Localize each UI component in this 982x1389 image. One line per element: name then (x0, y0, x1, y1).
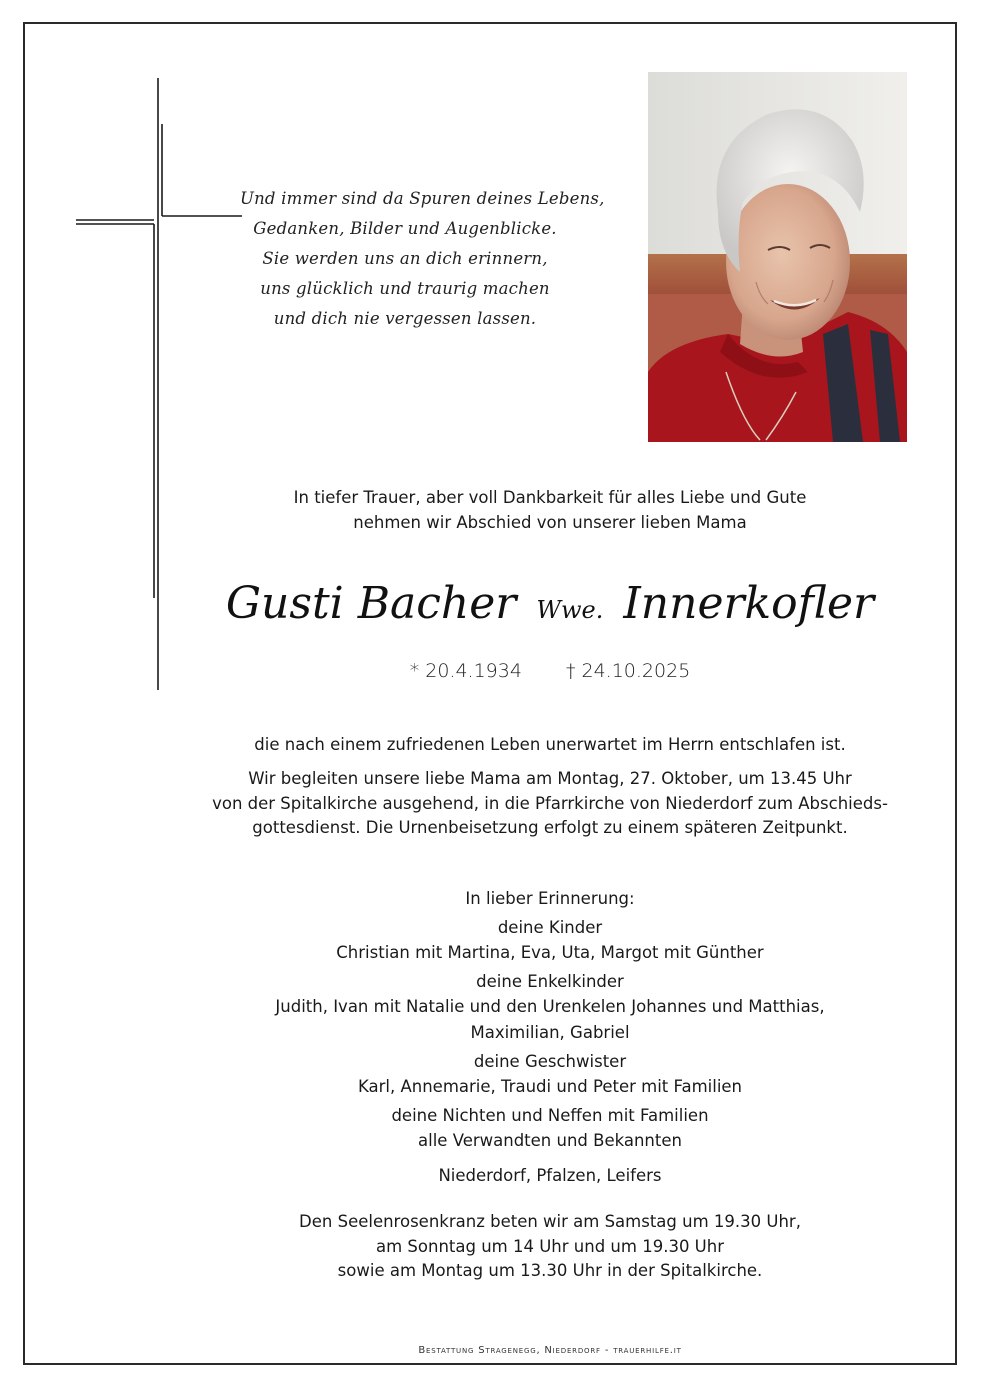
family-line: deine Enkelkinder (476, 971, 624, 991)
poem-line: und dich nie vergessen lassen. (273, 309, 537, 328)
family-line: Karl, Annemarie, Traudi und Peter mit Familien (357, 1077, 743, 1097)
life-dates (150, 656, 950, 686)
intro-text (150, 486, 950, 535)
family-line: deine Kinder (497, 917, 603, 937)
passing-text (150, 733, 950, 758)
poem-line: uns glücklich und traurig machen (260, 279, 550, 298)
rosary-line: am Sonntag um 14 Uhr und um 19.30 Uhr (376, 1236, 724, 1256)
family-line: deine Geschwister (473, 1051, 627, 1071)
passing-line: die nach einem zufriedenen Leben unerwartet im Herrn entschlafen ist. (254, 735, 846, 754)
family-line: Judith, Ivan mit Natalie und den Urenkelen Johannes und Matthias, (275, 997, 825, 1017)
death-date: † 24.10.2025 (565, 660, 691, 682)
birth-date: * 20.4.1934 (409, 660, 522, 682)
rosary-line: sowie am Montag um 13.30 Uhr in der Spitalkirche. (337, 1261, 763, 1280)
rosary-text (150, 1210, 950, 1284)
family-line: In lieber Erinnerung: (465, 889, 635, 908)
funeral-line: Wir begleiten unsere liebe Mama am Montag, 27. Oktober, um 13.45 Uhr (248, 769, 852, 788)
family-line: Christian mit Martina, Eva, Uta, Margot mit Günther (336, 943, 764, 963)
family-line: deine Nichten und Neffen mit Familien (391, 1105, 709, 1125)
family-line: alle Verwandten und Bekannten (418, 1131, 682, 1151)
mourners-list (150, 886, 950, 1154)
poem-line: Sie werden uns an dich erinnern, (262, 249, 548, 268)
footer-credit: Bestattung Stragenegg, Niederdorf - trauerhilfe.it (418, 1345, 682, 1356)
places-line: Niederdorf, Pfalzen, Leifers (438, 1166, 662, 1185)
name-maiden: Innerkofler (623, 578, 875, 629)
portrait-photo (648, 72, 907, 442)
family-line: Maximilian, Gabriel (470, 1022, 630, 1042)
name-widow: Wwe. (536, 596, 604, 624)
poem-line: Und immer sind da Spuren deines Lebens, (240, 189, 605, 208)
memorial-poem (240, 184, 605, 334)
rosary-line: Den Seelenrosenkranz beten wir am Samstag um 19.30 Uhr, (299, 1212, 801, 1231)
funeral-text (150, 767, 950, 841)
poem-line: Gedanken, Bilder und Augenblicke. (253, 219, 557, 238)
funeral-line: gottesdienst. Die Urnenbeisetzung erfolgt zu einem späteren Zeitpunkt. (252, 818, 848, 837)
intro-line: In tiefer Trauer, aber voll Dankbarkeit für alles Liebe und Gute (293, 488, 807, 507)
name-first: Gusti Bacher (225, 578, 517, 629)
places-text (150, 1164, 950, 1189)
intro-line: nehmen wir Abschied von unserer lieben Mama (353, 512, 747, 532)
deceased-name (150, 572, 950, 642)
funeral-line: von der Spitalkirche ausgehend, in die Pfarrkirche von Niederdorf zum Abschieds- (212, 793, 888, 813)
